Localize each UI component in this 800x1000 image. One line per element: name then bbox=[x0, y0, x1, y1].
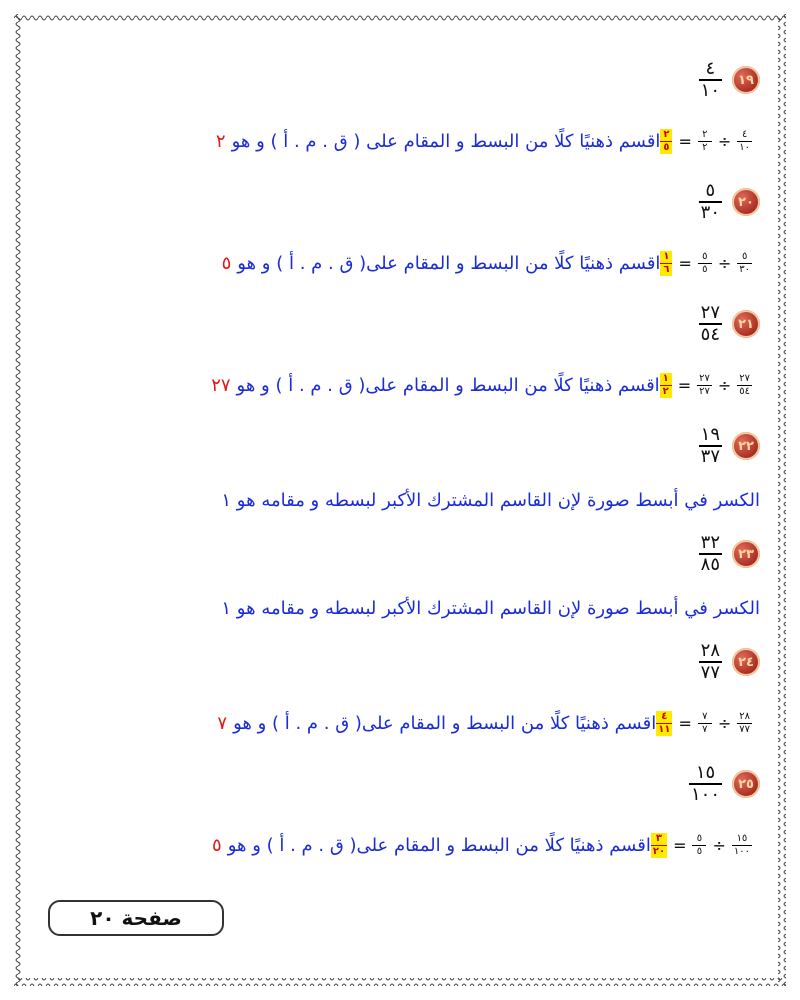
gcf-value: ٧ bbox=[217, 712, 228, 734]
problem-25-header bbox=[30, 754, 760, 814]
solution-equation: $\frac{٥}{٣٠}$ ÷ $\frac{٥}{٥}$ = $\frac{١}{٦}$ bbox=[660, 251, 752, 276]
problem-20-solution bbox=[30, 232, 760, 294]
problem-number-badge: ٢٠ bbox=[732, 188, 760, 216]
problem-number-badge: ٢١ bbox=[732, 310, 760, 338]
answer-fraction: $\frac{٤}{١١}$ bbox=[658, 710, 671, 735]
problem-24-solution bbox=[30, 692, 760, 754]
problem-fraction: $\frac{١٩}{٣٧}$ bbox=[700, 424, 720, 467]
problem-21-solution bbox=[30, 354, 760, 416]
solution-text: اقسم ذهنيًا كلًا من البسط و المقام على( ق . م . أ ) و هو bbox=[236, 374, 660, 396]
solution-equation: $\frac{٢٨}{٧٧}$ ÷ $\frac{٧}{٧}$ = $\frac{٤}{١١}$ bbox=[658, 710, 750, 735]
gcf-value: ٢ bbox=[215, 130, 226, 152]
problem-23-header bbox=[30, 524, 760, 584]
solution-text: اقسم ذهنيًا كلًا من البسط و المقام على( ق . م . أ ) و هو bbox=[237, 252, 661, 274]
problem-number-badge: ٢٢ bbox=[732, 432, 760, 460]
problem-number-badge: ٢٣ bbox=[732, 540, 760, 568]
problem-22-note: الكسر في أبسط صورة لإن القاسم المشترك الأكبر لبسطه و مقامه هو ١ bbox=[221, 489, 760, 511]
problem-19-header bbox=[30, 50, 760, 110]
answer-fraction: $\frac{٣}{٢٠}$ bbox=[652, 832, 666, 857]
solution-text: اقسم ذهنيًا كلًا من البسط و المقام على( ق . م . أ ) و هو bbox=[233, 712, 657, 734]
answer-fraction: $\frac{١}{٦}$ bbox=[660, 251, 672, 276]
problem-fraction: $\frac{٣٢}{٨٥}$ bbox=[700, 532, 720, 575]
answer-fraction: $\frac{٢}{٥}$ bbox=[660, 129, 672, 154]
gcf-value: ٥ bbox=[221, 252, 232, 274]
solution-equation: $\frac{٤}{١٠}$ ÷ $\frac{٢}{٢}$ = $\frac{٢}{٥}$ bbox=[660, 129, 752, 154]
problem-19-solution bbox=[30, 110, 760, 172]
problem-22-header bbox=[30, 416, 760, 476]
problem-23-note: الكسر في أبسط صورة لإن القاسم المشترك الأكبر لبسطه و مقامه هو ١ bbox=[221, 597, 760, 619]
solution-equation: $\frac{١٥}{١٠٠}$ ÷ $\frac{٥}{٥}$ = $\frac{٣}{٢٠}$ bbox=[652, 832, 750, 857]
gcf-value: ٢٧ bbox=[211, 374, 231, 396]
problem-21-header bbox=[30, 294, 760, 354]
gcf-value: ٥ bbox=[212, 834, 222, 856]
solution-text: اقسم ذهنيًا كلًا من البسط و المقام على( ق . م . أ ) و هو bbox=[227, 834, 651, 856]
solution-equation: $\frac{٢٧}{٥٤}$ ÷ $\frac{٢٧}{٢٧}$ = $\frac{١}{٢}$ bbox=[660, 373, 752, 398]
problem-fraction: $\frac{٤}{١٠}$ bbox=[700, 58, 720, 101]
problem-fraction: $\frac{٢٧}{٥٤}$ bbox=[700, 302, 720, 345]
problem-number-badge: ١٩ bbox=[732, 66, 760, 94]
problem-fraction: $\frac{٥}{٣٠}$ bbox=[700, 180, 720, 223]
problem-number-badge: ٢٥ bbox=[732, 770, 760, 798]
problem-fraction: $\frac{١٥}{١٠٠}$ bbox=[690, 762, 720, 805]
problem-24-header bbox=[30, 632, 760, 692]
page-number-label: صفحة ٢٠ bbox=[48, 900, 224, 936]
answer-fraction: $\frac{١}{٢}$ bbox=[660, 373, 672, 398]
problem-25-solution bbox=[30, 814, 760, 876]
solution-text: اقسم ذهنيًا كلًا من البسط و المقام على ( ق . م . أ ) و هو bbox=[231, 130, 661, 152]
problem-20-header bbox=[30, 172, 760, 232]
problem-number-badge: ٢٤ bbox=[732, 648, 760, 676]
worksheet-content bbox=[30, 50, 760, 876]
problem-fraction: $\frac{٢٨}{٧٧}$ bbox=[700, 640, 720, 683]
